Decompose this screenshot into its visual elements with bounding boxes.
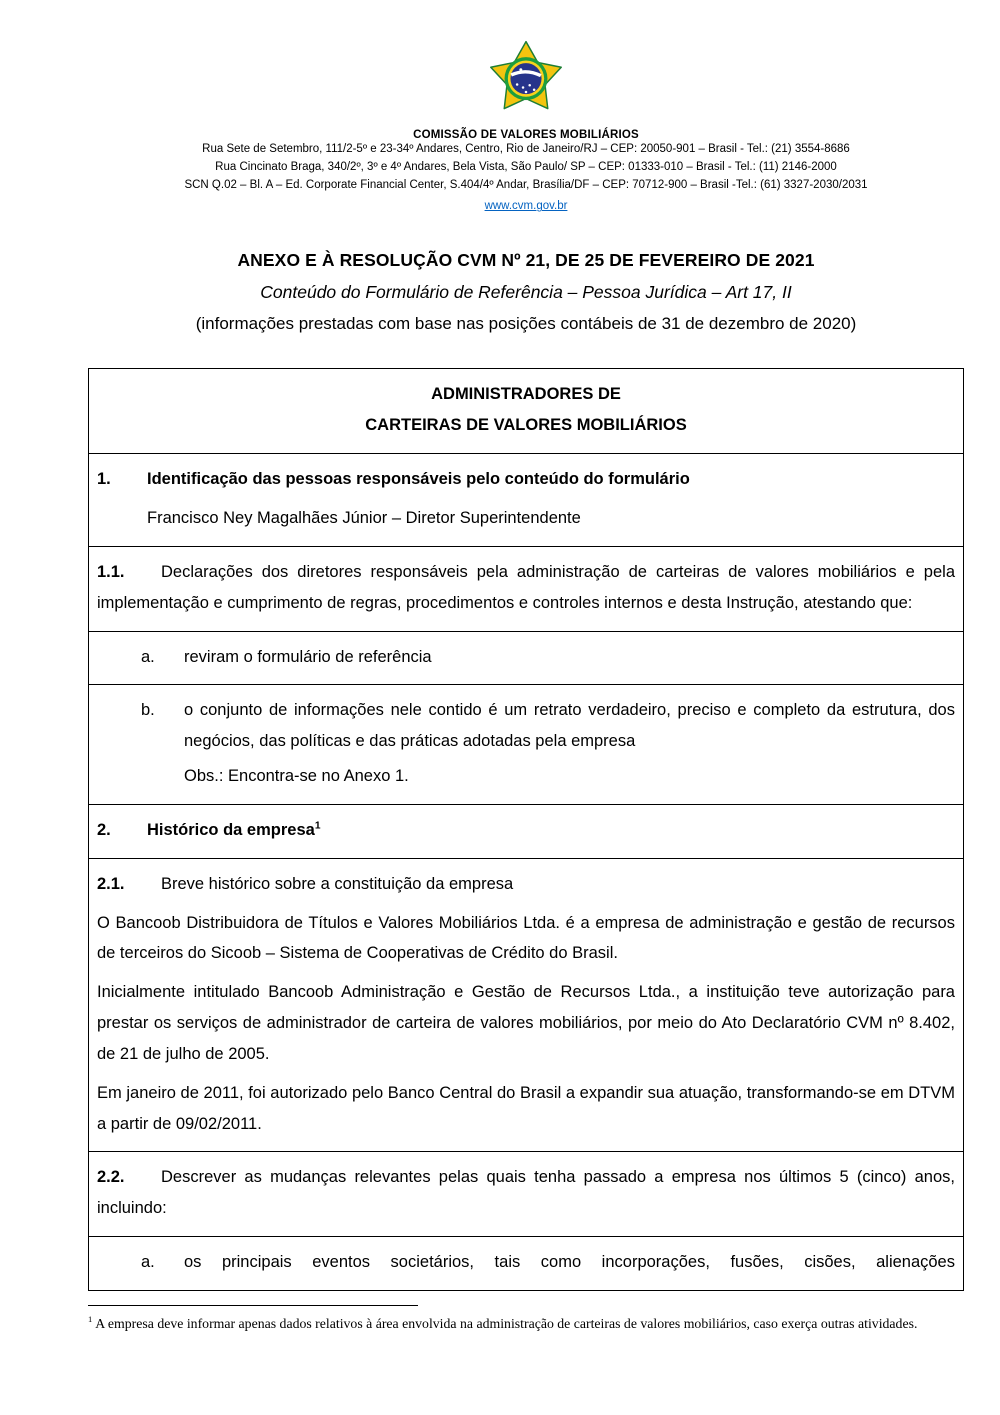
table-title-line-1: ADMINISTRADORES DE bbox=[431, 385, 621, 404]
document-subtitle: Conteúdo do Formulário de Referência – Pessoa Jurídica – Art 17, II bbox=[260, 282, 792, 303]
item-1-1-text: Declarações dos diretores responsáveis pela administração de carteiras de valores mobiliários e pela implementação e cumprimento de regras, procedimentos e controles internos e desta Instrução, atestando que: bbox=[97, 562, 955, 612]
item-2-number: 2. bbox=[97, 820, 111, 839]
table-row bbox=[89, 631, 964, 685]
address-line-2: Rua Cincinato Braga, 340/2º, 3º e 4º Andares, Bela Vista, São Paulo/ SP – CEP: 01333-010 – Brasil - Tel.: (11) 2146-2000 bbox=[215, 160, 837, 173]
item-2-heading: Histórico da empresa$^1$ bbox=[147, 820, 321, 839]
subitem-b-text: o conjunto de informações nele contido é um retrato verdadeiro, preciso e completo da estrutura, dos negócios, das políticas e das práticas adotadas pela empresa bbox=[184, 701, 955, 751]
table-row bbox=[89, 369, 964, 454]
item-1-body: Francisco Ney Magalhães Júnior – Diretor Superintendente bbox=[147, 508, 581, 527]
website-link[interactable]: www.cvm.gov.br bbox=[484, 200, 568, 213]
item-1-heading: Identificação das pessoas responsáveis pelo conteúdo do formulário bbox=[147, 470, 690, 489]
item-2-1-paragraph-3: Em janeiro de 2011, foi autorizado pelo Banco Central do Brasil a expandir sua atuação, transformando-se em DTVM a partir de 09/02/2011. bbox=[97, 1083, 955, 1133]
table-row bbox=[89, 1237, 964, 1291]
row-item-1-1-b bbox=[89, 685, 964, 805]
row-item-1 bbox=[89, 454, 964, 547]
subitem-a2-number: a. bbox=[141, 1253, 155, 1272]
table-row bbox=[89, 804, 964, 858]
table-row bbox=[89, 685, 964, 805]
address-line-3: SCN Q.02 – Bl. A – Ed. Corporate Financial Center, S.404/4º Andar, Brasília/DF – CEP: 70712-900 – Brasil -Tel.: (61) 3327-2030/2031 bbox=[184, 178, 868, 191]
subitem-a2-text: os principais eventos societários, tais como incorporações, fusões, cisões, alienações bbox=[184, 1253, 955, 1272]
footnote-number: 1 bbox=[88, 1314, 93, 1325]
item-2-1-paragraph-2: Inicialmente intitulado Bancoob Administração e Gestão de Recursos Ltda., a instituição teve autorização para prestar os serviços de administrador de carteira de valores mobiliários, por meio do Ato Declaratório CVM nº 8.402, de 21 de julho de 2005. bbox=[97, 983, 955, 1063]
table-title-cell bbox=[89, 369, 964, 454]
row-item-2-1 bbox=[89, 858, 964, 1152]
brazil-coat-of-arms-icon bbox=[88, 40, 964, 123]
item-1-number: 1. bbox=[97, 470, 111, 489]
row-item-1-1-a bbox=[89, 631, 964, 685]
subitem-a-text: reviram o formulário de referência bbox=[184, 647, 432, 666]
item-2-2-text: Descrever as mudanças relevantes pelas quais tenha passado a empresa nos últimos 5 (cinco) anos, incluindo: bbox=[97, 1168, 955, 1218]
footnote-text bbox=[88, 1313, 964, 1335]
footnote-section bbox=[88, 1305, 964, 1335]
title-block bbox=[88, 250, 964, 334]
item-2-1-number: 2.1. bbox=[97, 874, 125, 893]
row-item-2-2-a bbox=[89, 1237, 964, 1291]
table-row bbox=[89, 454, 964, 547]
table-row bbox=[89, 546, 964, 631]
subitem-a-number: a. bbox=[141, 647, 155, 666]
subitem-b-obs: Obs.: Encontra-se no Anexo 1. bbox=[184, 767, 409, 786]
row-item-2-2 bbox=[89, 1152, 964, 1237]
footnote-body: A empresa deve informar apenas dados relativos à área envolvida na administração de carteiras de valores mobiliários, caso exerça outras atividades. bbox=[95, 1316, 918, 1331]
form-table bbox=[88, 368, 964, 1291]
table-title-line-2: CARTEIRAS DE VALORES MOBILIÁRIOS bbox=[365, 416, 687, 435]
footnote-ref-marker: 1 bbox=[314, 820, 321, 832]
org-name: COMISSÃO DE VALORES MOBILIÁRIOS bbox=[413, 129, 639, 141]
address-line-1: Rua Sete de Setembro, 111/2-5º e 23-34º Andares, Centro, Rio de Janeiro/RJ – CEP: 20050-901 – Brasil - Tel.: (21) 3554-8686 bbox=[202, 143, 850, 155]
subitem-b-number: b. bbox=[141, 701, 155, 720]
table-row bbox=[89, 858, 964, 1152]
item-2-2-number: 2.2. bbox=[97, 1168, 125, 1187]
item-2-1-heading: Breve histórico sobre a constituição da empresa bbox=[161, 874, 514, 893]
item-1-1-number: 1.1. bbox=[97, 562, 125, 581]
row-item-1-1 bbox=[89, 546, 964, 631]
document-header bbox=[88, 0, 964, 214]
document-note: (informações prestadas com base nas posições contábeis de 31 de dezembro de 2020) bbox=[195, 314, 857, 334]
row-item-2 bbox=[89, 804, 964, 858]
website-line bbox=[88, 196, 964, 214]
table-row bbox=[89, 1152, 964, 1237]
footnote-divider bbox=[88, 1305, 418, 1306]
document-title: ANEXO E À RESOLUÇÃO CVM Nº 21, DE 25 DE FEVEREIRO DE 2021 bbox=[237, 250, 815, 271]
item-2-1-paragraph-1: O Bancoob Distribuidora de Títulos e Valores Mobiliários Ltda. é a empresa de administração e gestão de recursos de terceiros do Sicoob – Sistema de Cooperativas de Crédito do Brasil. bbox=[97, 913, 955, 963]
